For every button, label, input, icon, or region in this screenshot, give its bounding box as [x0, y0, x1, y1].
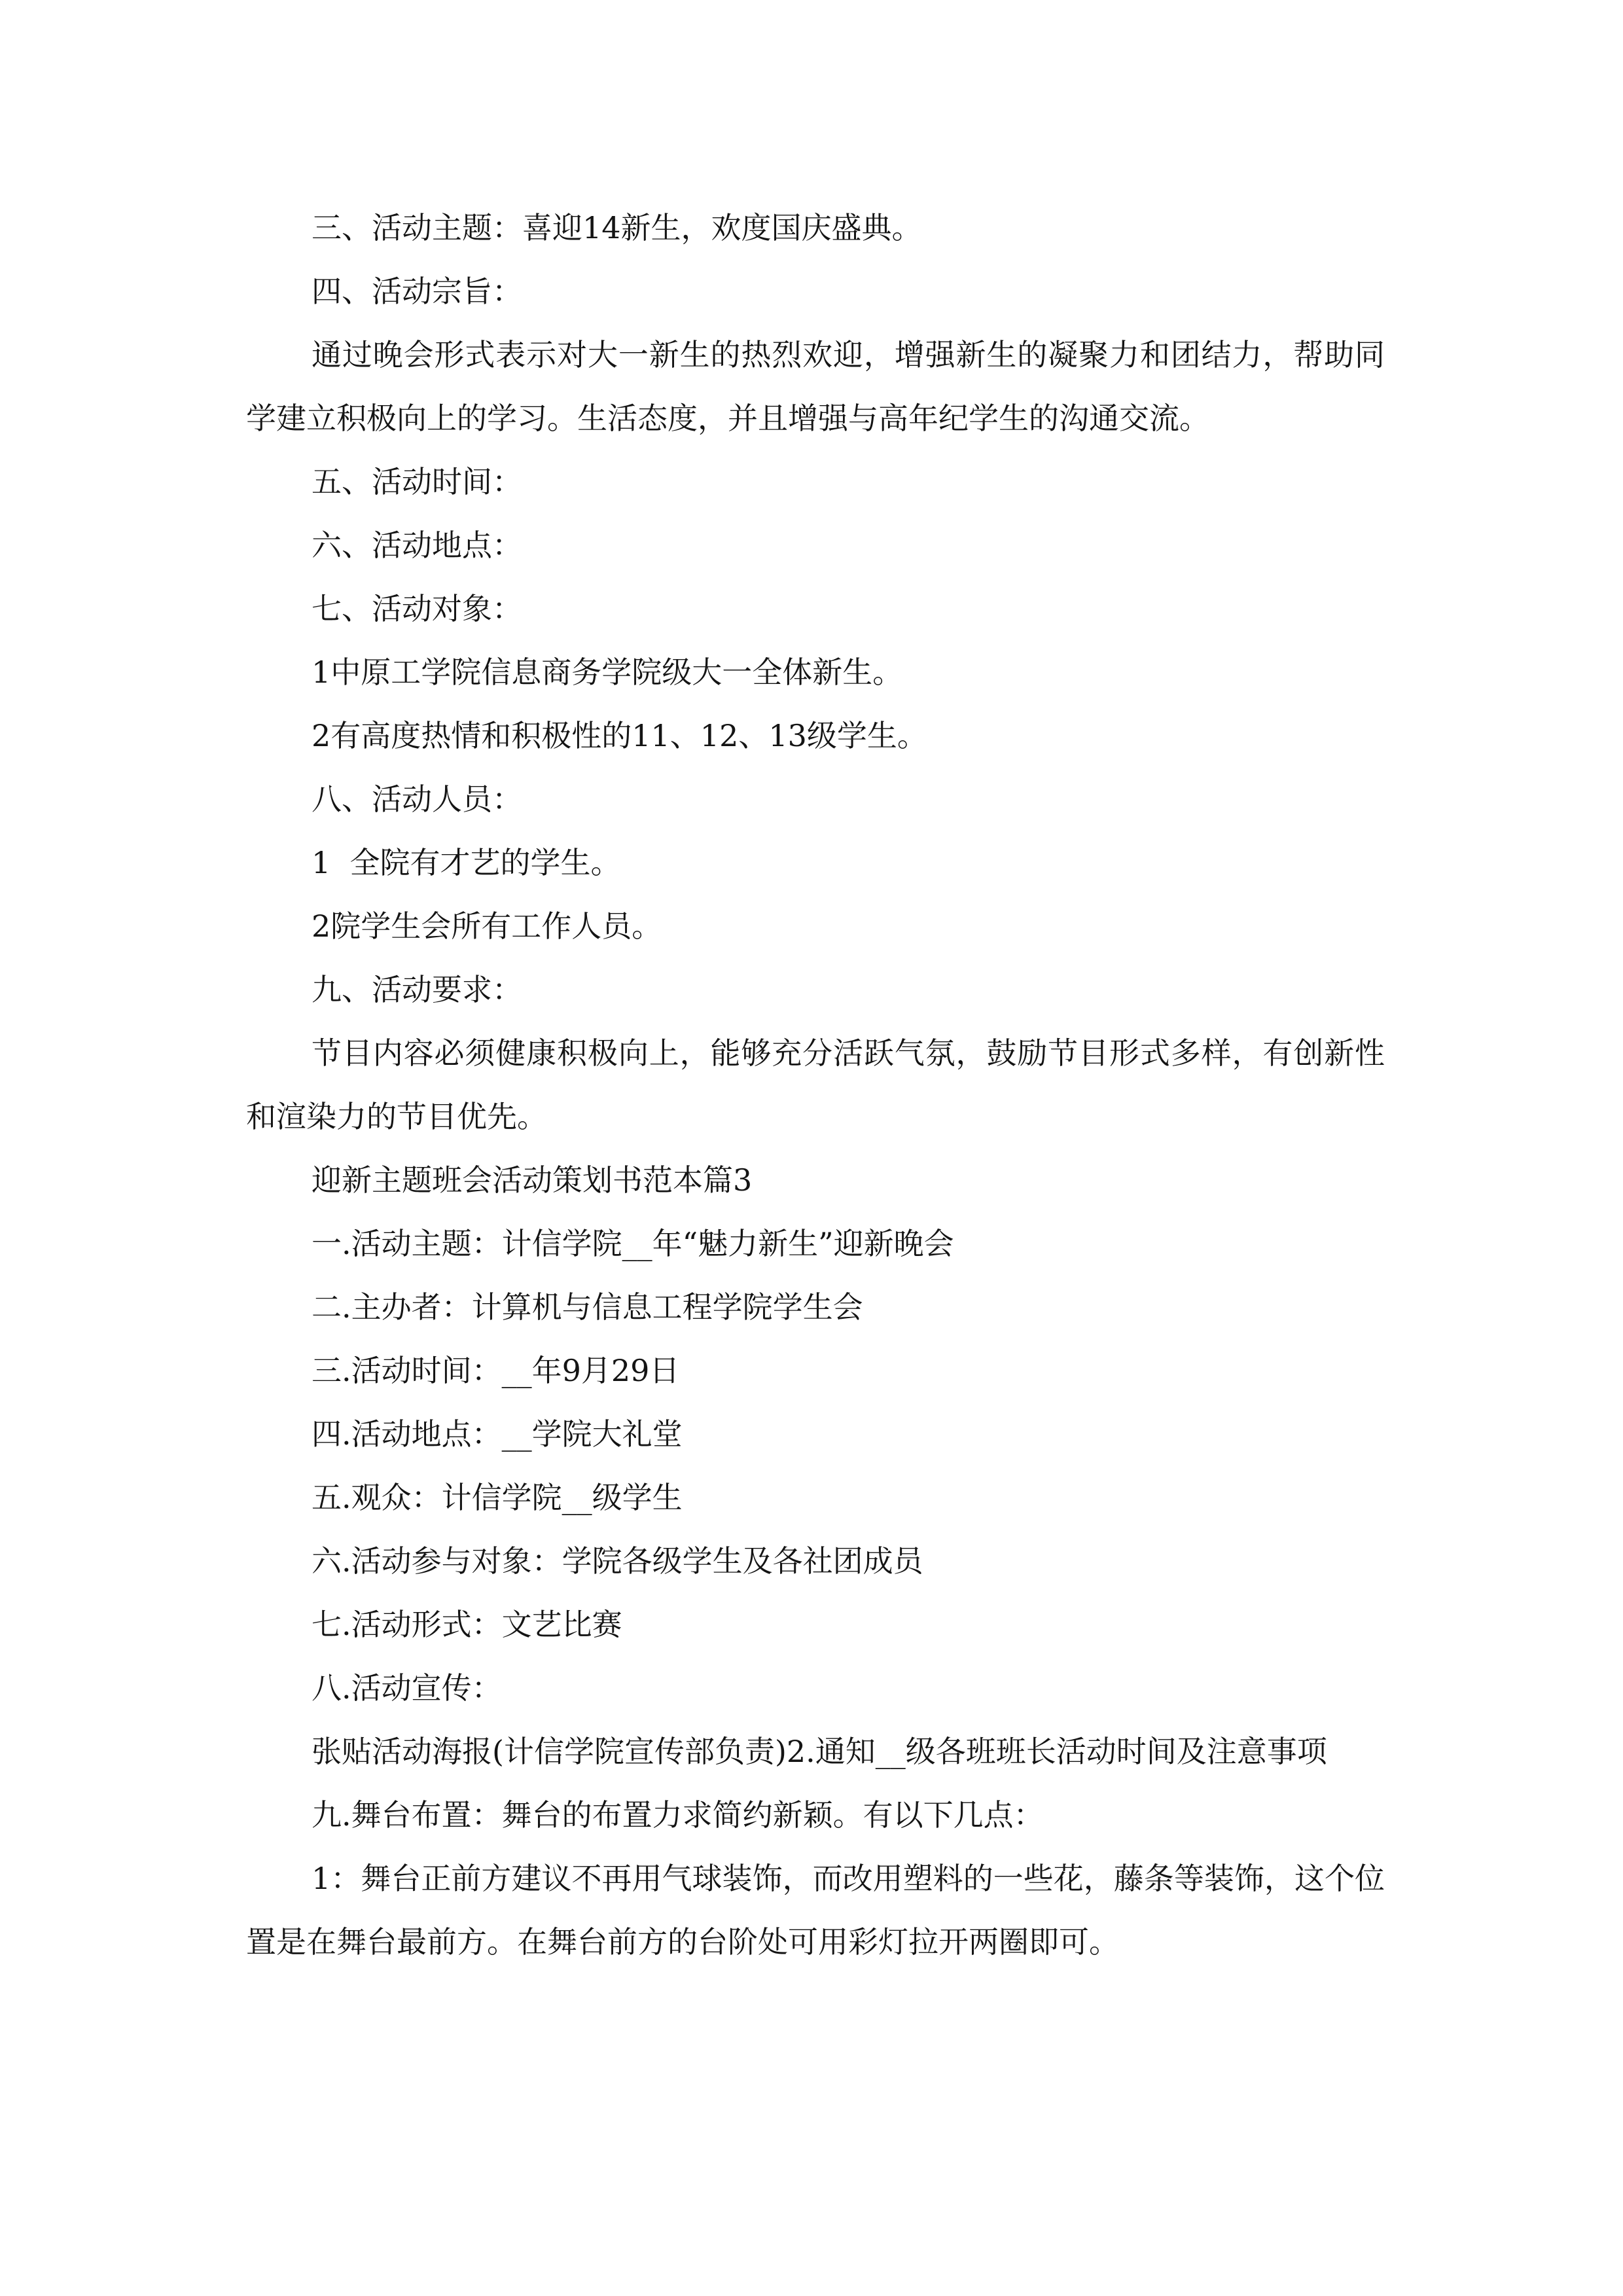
paragraph-item-stage-1: 1：舞台正前方建议不再用气球装饰，而改用塑料的一些花，藤条等装饰，这个位置是在舞台最前方。在舞台前方的台阶处可用彩灯拉开两圈即可。 [246, 1861, 1385, 1960]
paragraph-staff-item-1: 1 全院有才艺的学生。 [312, 845, 621, 880]
paragraph-requirements: 节目内容必须健康积极向上，能够充分活跃气氛，鼓励节目形式多样，有创新性和渲染力的节目优先。 [246, 1035, 1385, 1134]
paragraph-activity-location-heading: 六、活动地点： [312, 528, 522, 563]
document-body [246, 196, 1385, 1974]
paragraph-item-publicity-heading: 八.活动宣传： [312, 1670, 502, 1706]
section-title-template-3: 迎新主题班会活动策划书范本篇3 [312, 1162, 753, 1198]
paragraph-item-publicity: 张贴活动海报(计信学院宣传部负责)2.通知__级各班班长活动时间及注意事项 [312, 1734, 1327, 1769]
paragraph-activity-audience-heading: 七、活动对象： [312, 591, 522, 626]
paragraph-activity-purpose-heading: 四、活动宗旨： [312, 274, 522, 309]
paragraph-item-participants: 六.活动参与对象：学院各级学生及各社团成员 [312, 1543, 923, 1579]
paragraph-activity-purpose: 通过晚会形式表示对大一新生的热烈欢迎，增强新生的凝聚力和团结力，帮助同学建立积极向上的学习。生活态度，并且增强与高年纪学生的沟通交流。 [246, 337, 1385, 436]
paragraph-item-stage-heading: 九.舞台布置：舞台的布置力求简约新颖。有以下几点： [312, 1797, 1044, 1833]
paragraph-item-organizer: 二.主办者：计算机与信息工程学院学生会 [312, 1289, 863, 1325]
paragraph-item-time: 三.活动时间：__年9月29日 [312, 1353, 680, 1388]
paragraph-activity-time-heading: 五、活动时间： [312, 464, 522, 499]
paragraph-staff-heading: 八、活动人员： [312, 781, 522, 817]
paragraph-item-format: 七.活动形式：文艺比赛 [312, 1607, 622, 1642]
paragraph-activity-theme: 三、活动主题：喜迎14新生，欢度国庆盛典。 [312, 210, 922, 245]
paragraph-requirements-heading: 九、活动要求： [312, 972, 522, 1007]
paragraph-audience-item-2: 2有高度热情和积极性的11、12、13级学生。 [312, 718, 927, 753]
paragraph-item-location: 四.活动地点：__学院大礼堂 [312, 1416, 683, 1452]
paragraph-audience-item-1: 1中原工学院信息商务学院级大一全体新生。 [312, 655, 903, 690]
paragraph-item-theme: 一.活动主题：计信学院__年“魅力新生”迎新晚会 [312, 1226, 954, 1261]
paragraph-item-viewers: 五.观众：计信学院__级学生 [312, 1480, 683, 1515]
paragraph-staff-item-2: 2院学生会所有工作人员。 [312, 908, 662, 944]
